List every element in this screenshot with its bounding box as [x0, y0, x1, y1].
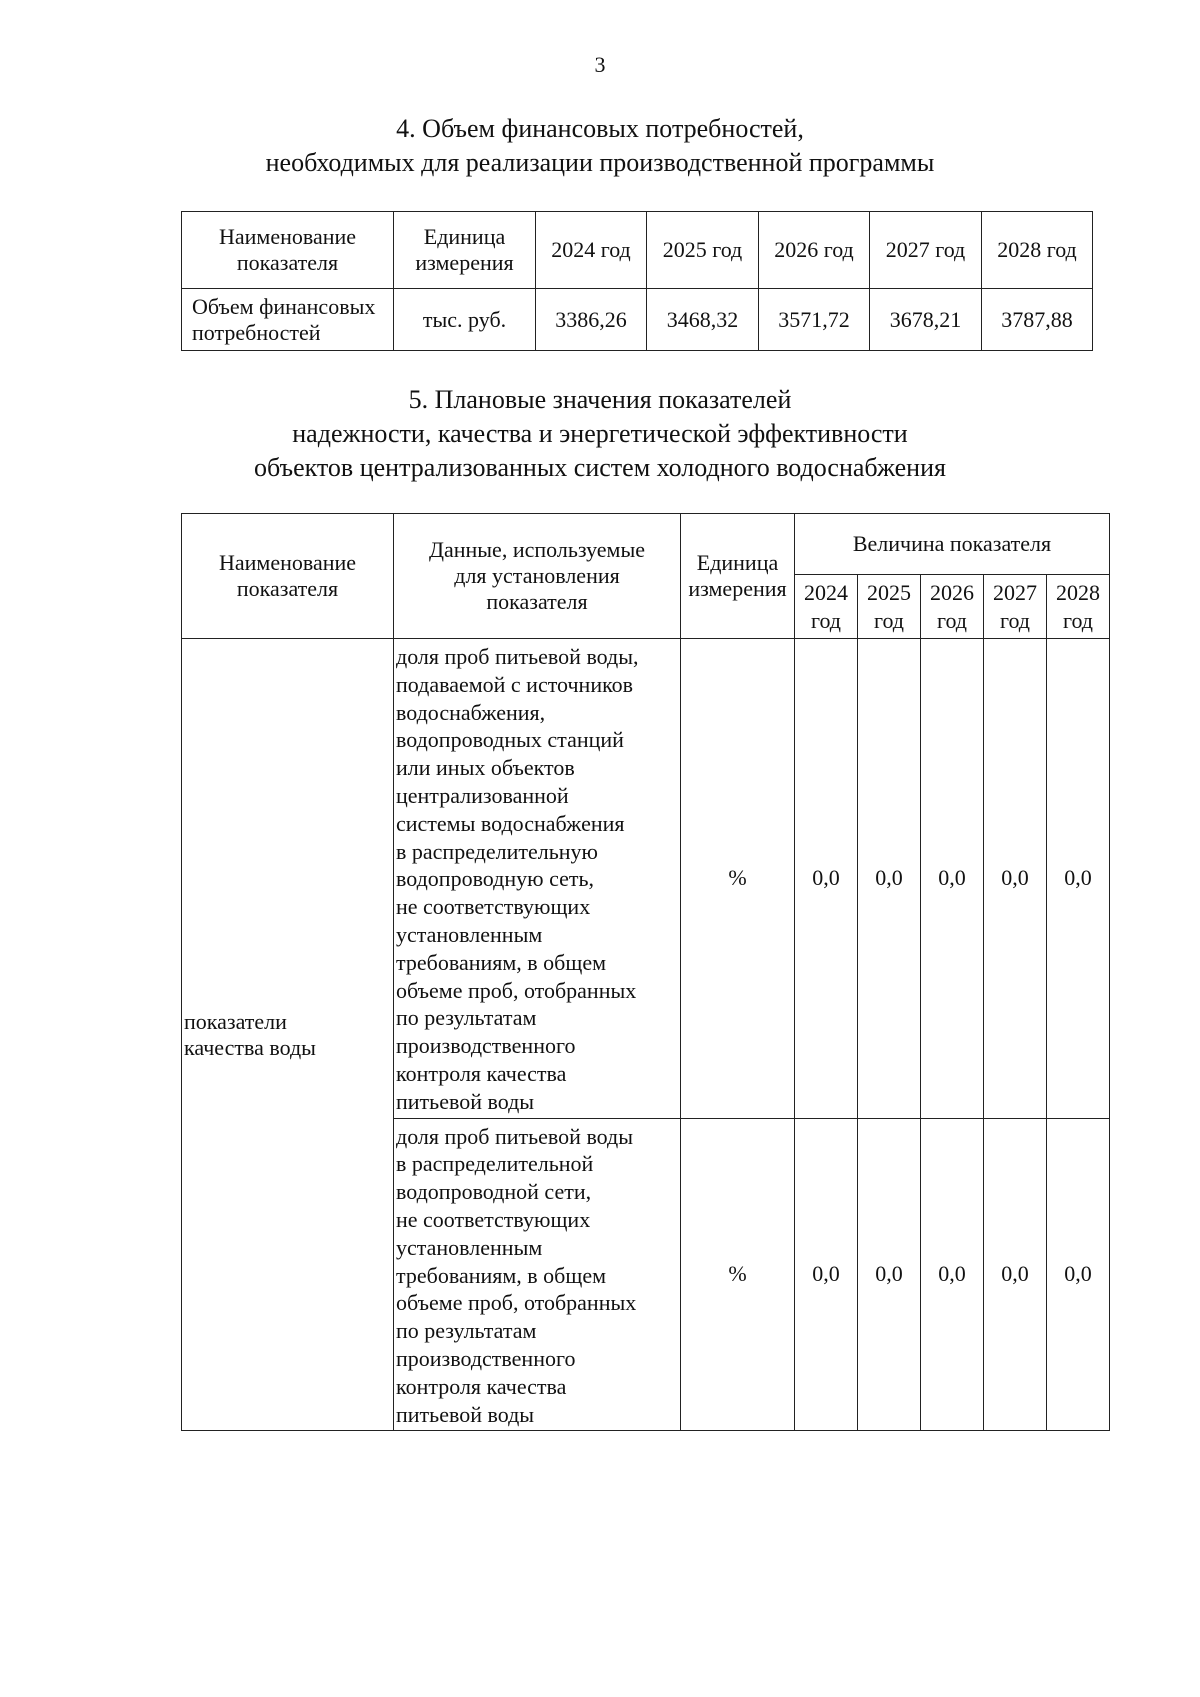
criteria-line: централизованной — [396, 782, 569, 808]
criteria-line: доля проб питьевой воды — [396, 1123, 634, 1149]
header-year-cell — [984, 575, 1047, 639]
criteria-line: производственного — [396, 1345, 576, 1371]
criteria-line: водопроводную сеть, — [396, 866, 595, 892]
group-name-text: показатели — [184, 1008, 287, 1034]
criteria-line: доля проб питьевой воды, — [396, 644, 639, 669]
criteria-line: требованиям, в общем — [396, 949, 606, 975]
header-year: 2028 — [1056, 579, 1100, 605]
header-year-cell: 2025 год — [647, 212, 759, 289]
criteria-line: по результатам — [396, 1005, 537, 1031]
header-name-cell — [182, 212, 394, 289]
row-unit-cell: % — [681, 1118, 795, 1431]
row-value-cell: 3787,88 — [982, 289, 1093, 351]
financial-needs-table — [181, 211, 1093, 351]
criteria-cell — [394, 639, 681, 1119]
criteria-cell — [394, 1118, 681, 1431]
header-year-cell — [795, 575, 858, 639]
criteria-line: водопроводной сети, — [396, 1179, 592, 1205]
section-5-title-line: объектов централизованных систем холодного водоснабжения — [254, 453, 946, 482]
criteria-line: установленным — [396, 921, 543, 947]
section-4-title-line: 4. Объем финансовых потребностей, — [396, 114, 804, 143]
criteria-line: производственного — [396, 1033, 576, 1059]
header-year-cell: 2027 год — [870, 212, 982, 289]
page-number: 3 — [594, 52, 606, 77]
header-year-cell: 2028 год — [982, 212, 1093, 289]
criteria-line: требованиям, в общем — [396, 1262, 606, 1288]
header-year-cell — [858, 575, 921, 639]
row-value-cell: 3468,32 — [647, 289, 759, 351]
criteria-line: установленным — [396, 1234, 543, 1260]
row-value-cell: 0,0 — [921, 639, 984, 1119]
group-name-cell — [182, 639, 394, 1431]
row-value-cell: 0,0 — [795, 639, 858, 1119]
header-year-suffix: год — [810, 607, 842, 633]
header-data-cell — [394, 514, 681, 639]
header-name-cell — [182, 514, 394, 639]
section-5-title-line: 5. Плановые значения показателей — [408, 385, 792, 414]
criteria-line: водоснабжения, — [396, 699, 546, 725]
quality-indicators-table — [181, 513, 1110, 1431]
header-year-suffix: год — [1062, 607, 1094, 633]
row-value-cell: 0,0 — [1047, 639, 1110, 1119]
row-unit-cell: тыс. руб. — [394, 289, 536, 351]
criteria-line: не соответствующих — [396, 894, 591, 920]
row-value-cell: 0,0 — [795, 1118, 858, 1431]
row-unit-cell: % — [681, 639, 795, 1119]
criteria-line: водопроводных станций — [396, 727, 624, 753]
criteria-line: системы водоснабжения — [396, 810, 625, 836]
header-year: 2027 — [993, 579, 1037, 605]
section-4-title-line: необходимых для реализации производственной программы — [265, 148, 935, 177]
header-unit-cell — [681, 514, 795, 639]
table-header-row — [182, 212, 1093, 289]
criteria-line: не соответствующих — [396, 1206, 591, 1232]
header-year-suffix: год — [936, 607, 968, 633]
header-year: 2026 — [930, 579, 974, 605]
section-5-title — [0, 383, 1200, 485]
header-year-cell — [921, 575, 984, 639]
row-value-cell: 0,0 — [921, 1118, 984, 1431]
header-text: показателя — [486, 589, 588, 614]
row-value-cell: 0,0 — [984, 639, 1047, 1119]
criteria-line: питьевой воды — [396, 1401, 535, 1427]
header-text: измерения — [688, 576, 787, 601]
row-value-cell: 3386,26 — [536, 289, 647, 351]
row-name-text: потребностей — [192, 319, 321, 345]
header-year-cell: 2026 год — [759, 212, 870, 289]
criteria-line: контроля качества — [396, 1060, 567, 1086]
section-5-title-line: надежности, качества и энергетической эффективности — [292, 419, 908, 448]
criteria-line: контроля качества — [396, 1373, 567, 1399]
criteria-line: или иных объектов — [396, 755, 575, 781]
group-name-text: качества воды — [184, 1034, 316, 1060]
row-name-cell — [182, 289, 394, 351]
table-header-row — [182, 514, 1110, 575]
header-text: показателя — [236, 576, 339, 601]
header-text: измерения — [415, 250, 514, 275]
header-year-suffix: год — [999, 607, 1031, 633]
criteria-line: питьевой воды — [396, 1088, 535, 1114]
criteria-line: объеме проб, отобранных — [396, 1290, 637, 1316]
table-row — [182, 289, 1093, 351]
header-year-cell — [1047, 575, 1110, 639]
section-4-title — [0, 112, 1200, 180]
criteria-line: подаваемой с источников — [396, 671, 634, 697]
row-value-cell: 0,0 — [984, 1118, 1047, 1431]
row-value-cell: 3678,21 — [870, 289, 982, 351]
header-text: Наименование — [218, 224, 357, 249]
header-text: Наименование — [218, 550, 357, 575]
criteria-line: объеме проб, отобранных — [396, 977, 637, 1003]
header-value-group-cell: Величина показателя — [795, 514, 1110, 575]
criteria-line: по результатам — [396, 1318, 537, 1344]
header-unit-cell — [394, 212, 536, 289]
header-text: Данные, используемые — [428, 537, 646, 562]
header-year-suffix: год — [873, 607, 905, 633]
table-row — [182, 639, 1110, 1119]
header-text: показателя — [236, 250, 339, 275]
header-text: для установления — [454, 563, 620, 588]
criteria-line: в распределительную — [396, 838, 598, 864]
row-value-cell: 0,0 — [858, 1118, 921, 1431]
header-year: 2025 — [867, 579, 911, 605]
row-value-cell: 0,0 — [858, 639, 921, 1119]
row-value-cell: 0,0 — [1047, 1118, 1110, 1431]
header-year: 2024 — [804, 579, 848, 605]
row-value-cell: 3571,72 — [759, 289, 870, 351]
header-text: Единица — [696, 550, 779, 575]
header-text: Единица — [423, 224, 506, 249]
row-name-text: Объем финансовых — [192, 293, 376, 319]
header-year-cell: 2024 год — [536, 212, 647, 289]
criteria-line: в распределительной — [396, 1151, 594, 1177]
